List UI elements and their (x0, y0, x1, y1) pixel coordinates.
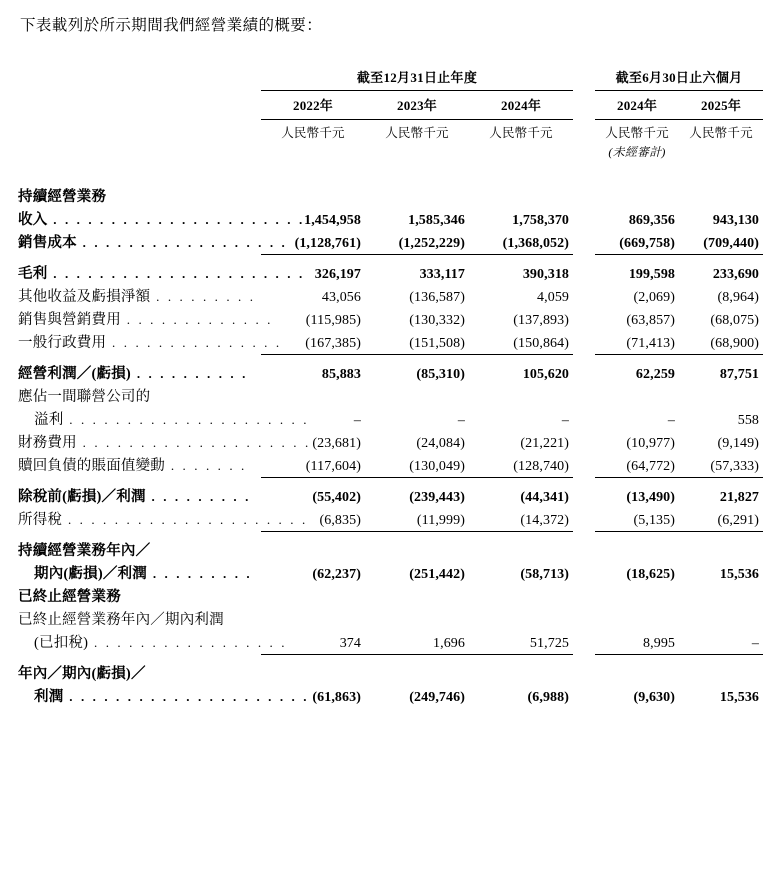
row-value: (130,332) (409, 313, 465, 329)
row-value: (249,746) (409, 690, 465, 706)
row-value: (13,490) (626, 490, 676, 506)
table-row (18, 330, 763, 353)
row-value (679, 607, 763, 630)
row-value (261, 538, 365, 561)
row-value (595, 384, 679, 407)
column-gap (573, 307, 595, 330)
row-value: (18,625) (626, 567, 676, 583)
row-value (679, 584, 763, 607)
row-value (469, 661, 573, 684)
header-period-2024: 2024年 (617, 98, 658, 114)
row-label (18, 484, 261, 507)
table-row (18, 307, 763, 330)
table-row (18, 284, 763, 307)
row-value: (10,977) (626, 436, 676, 452)
row-label-text: 經營利潤／(虧損) (18, 366, 131, 383)
row-value (365, 661, 469, 684)
row-value: 374 (339, 636, 361, 652)
row-value: (137,893) (513, 313, 570, 329)
row-label-text: 已終止經營業務年內／期內利潤 (18, 612, 224, 629)
row-value: (128,740) (513, 459, 570, 475)
row-label-text: 持續經營業務 (18, 189, 107, 206)
row-label-text: 年內／期內(虧損)／ (18, 666, 146, 683)
leader-dots: . . . . . . . . . . . . . . . . . . . . . . (47, 266, 305, 282)
table-row (18, 407, 763, 430)
row-value (261, 661, 365, 684)
row-label-text: 期內(虧損)／利潤 (34, 566, 147, 583)
row-label (18, 384, 261, 407)
row-value: 233,690 (712, 267, 760, 283)
row-value (261, 184, 365, 207)
row-value: (130,049) (409, 459, 465, 475)
column-gap (573, 607, 595, 630)
row-label (18, 453, 261, 476)
row-value: (1,128,761) (294, 236, 361, 252)
table-row (18, 184, 763, 207)
row-value: (6,988) (527, 690, 570, 706)
row-value (365, 384, 469, 407)
leader-dots: . . . . . . . . . . . . . . . . . . . . (76, 435, 311, 451)
row-value (595, 584, 679, 607)
leader-dots: . . . . . . . (165, 458, 247, 474)
row-value (261, 384, 365, 407)
row-value: (150,864) (513, 336, 570, 352)
leader-dots: . . . . . . . . . . . . . . . . . . . . . . (47, 212, 305, 228)
row-label (18, 207, 305, 230)
header-unit-row (18, 120, 763, 142)
column-gap (573, 230, 595, 253)
row-label (18, 361, 261, 384)
row-value: (6,835) (319, 513, 361, 529)
column-gap (573, 384, 595, 407)
row-value (679, 661, 763, 684)
row-value (365, 607, 469, 630)
row-label-text: 財務費用 (18, 435, 77, 452)
column-gap (573, 261, 595, 284)
row-value: (68,900) (710, 336, 760, 352)
row-value (469, 384, 573, 407)
row-value: 1,454,958 (304, 213, 361, 229)
table-row (18, 607, 763, 630)
row-value: (85,310) (416, 367, 465, 383)
row-value: (5,135) (633, 513, 676, 529)
row-label (18, 230, 288, 253)
row-label-text: 所得稅 (18, 512, 63, 529)
row-value: – (561, 413, 570, 429)
row-value: (136,587) (409, 290, 465, 306)
leader-dots: . . . . . . . . . (150, 289, 256, 305)
column-gap (573, 207, 595, 230)
header-unit-p2025: 人民幣千元 (689, 126, 753, 141)
row-value: (1,252,229) (398, 236, 465, 252)
row-value: 43,056 (321, 290, 361, 306)
row-value: (167,385) (305, 336, 361, 352)
row-value: (9,149) (717, 436, 760, 452)
row-label (18, 684, 310, 707)
row-label-text: (已扣稅) (34, 635, 89, 652)
row-value: (8,964) (717, 290, 760, 306)
leader-dots: . . . . . . . . . . . . . (120, 312, 274, 328)
header-unaudited-note: (未經審計) (608, 145, 666, 160)
row-value: 85,883 (321, 367, 361, 383)
row-value (595, 184, 679, 207)
column-gap (573, 407, 595, 430)
row-value: 15,536 (719, 567, 760, 583)
row-value: (61,863) (312, 690, 361, 706)
header-unit-2024: 人民幣千元 (489, 126, 553, 141)
row-value (679, 384, 763, 407)
table-row (18, 484, 763, 507)
table-row (18, 261, 763, 284)
column-gap (573, 430, 595, 453)
row-value: (21,221) (520, 436, 570, 452)
row-value (469, 538, 573, 561)
row-value: (669,758) (619, 236, 676, 252)
row-value: 62,259 (635, 367, 676, 383)
row-label-text: 除稅前(虧損)／利潤 (18, 489, 146, 506)
column-gap (573, 330, 595, 353)
header-year-row (18, 91, 763, 119)
row-label-text: 毛利 (18, 266, 48, 283)
row-value (261, 584, 365, 607)
row-value: 390,318 (522, 267, 570, 283)
row-value: 1,758,370 (512, 213, 570, 229)
financial-summary-table (18, 67, 763, 707)
leader-dots: . . . . . . . . . . . . . . . . . . . . . (63, 412, 310, 428)
column-gap (573, 484, 595, 507)
leader-dots: . . . . . . . . . . . . . . . (106, 335, 282, 351)
row-label (18, 407, 310, 430)
row-value: (6,291) (717, 513, 760, 529)
row-value: 105,620 (522, 367, 570, 383)
row-value: (44,341) (520, 490, 570, 506)
row-value: 51,725 (529, 636, 570, 652)
row-label-text: 收入 (18, 212, 48, 229)
row-value: (11,999) (416, 513, 465, 529)
row-value: (57,333) (710, 459, 760, 475)
row-label-text: 已終止經營業務 (18, 589, 121, 606)
row-label (18, 330, 282, 353)
row-value: (2,069) (633, 290, 676, 306)
header-bottom-spacer-2 (18, 175, 763, 184)
row-value: (62,237) (312, 567, 361, 583)
row-value: (23,681) (312, 436, 361, 452)
row-value: (115,985) (305, 313, 361, 329)
row-value: (1,368,052) (502, 236, 570, 252)
header-unit-p2024: 人民幣千元 (605, 126, 669, 141)
row-value (469, 184, 573, 207)
row-label (18, 561, 261, 584)
row-value: (117,604) (305, 459, 361, 475)
row-value (365, 584, 469, 607)
row-value: (68,075) (710, 313, 760, 329)
row-label (18, 507, 308, 530)
header-bottom-spacer (18, 166, 763, 175)
column-gap (573, 538, 595, 561)
header-unaudited-row (18, 141, 763, 166)
header-year-2023: 2023年 (397, 98, 437, 114)
row-value (469, 607, 573, 630)
row-value: (24,084) (416, 436, 465, 452)
table-body (18, 184, 763, 707)
row-value: 333,117 (419, 267, 465, 283)
row-label (18, 184, 261, 207)
column-gap (573, 561, 595, 584)
table-row (18, 384, 763, 407)
row-label (18, 584, 261, 607)
header-unit-2023: 人民幣千元 (385, 126, 449, 141)
row-label-text: 利潤 (34, 689, 64, 706)
row-label (18, 307, 274, 330)
table-row (18, 538, 763, 561)
header-year-2024: 2024年 (501, 98, 542, 114)
table-row (18, 561, 763, 584)
row-value: (709,440) (703, 236, 760, 252)
row-label (18, 261, 305, 284)
column-gap (573, 184, 595, 207)
row-label-text: 銷售與營銷費用 (18, 312, 121, 329)
column-gap (573, 684, 595, 707)
row-value: 21,827 (719, 490, 760, 506)
row-label-text: 應佔一間聯營公司的 (18, 389, 151, 406)
table-row (18, 661, 763, 684)
row-value: – (457, 413, 465, 429)
row-label (18, 630, 288, 653)
row-value: 869,356 (628, 213, 676, 229)
row-value (261, 607, 365, 630)
row-value: 326,197 (314, 267, 361, 283)
row-label-text: 其他收益及虧損淨額 (18, 289, 151, 306)
row-label (18, 284, 261, 307)
row-label (18, 430, 311, 453)
row-label-text: 銷售成本 (18, 235, 77, 252)
row-value: 199,598 (628, 267, 676, 283)
leader-dots: . . . . . . . . . . . . . . . . . . . . . (63, 689, 310, 705)
row-value: 4,059 (537, 290, 570, 306)
row-value: – (751, 636, 760, 652)
leader-dots: . . . . . . . . . . . . . . . . . . . . . (62, 512, 308, 528)
row-value: (71,413) (626, 336, 676, 352)
row-label-text: 溢利 (34, 412, 64, 429)
row-label-text: 一般行政費用 (18, 335, 107, 352)
column-gap (573, 630, 595, 653)
row-value: 1,696 (433, 636, 465, 652)
row-value: (63,857) (626, 313, 676, 329)
column-gap (573, 284, 595, 307)
row-value: 943,130 (712, 213, 760, 229)
row-label-text: 贖回負債的賬面值變動 (18, 458, 165, 475)
column-gap (573, 507, 595, 530)
row-value: (9,630) (633, 690, 676, 706)
column-gap (573, 584, 595, 607)
header-group-interim: 截至6月30日止六個月 (615, 70, 743, 86)
table-row (18, 207, 763, 230)
header-group-row (18, 67, 763, 89)
row-label-text: 持續經營業務年內／ (18, 543, 151, 560)
row-label (18, 661, 261, 684)
table-row (18, 684, 763, 707)
row-value: – (353, 413, 361, 429)
table-row (18, 584, 763, 607)
row-value (365, 184, 469, 207)
table-row (18, 453, 763, 476)
header-year-2022: 2022年 (293, 98, 333, 114)
leader-dots: . . . . . . . . . . . . . . . . . (88, 635, 288, 651)
leader-dots: . . . . . . . . . . (130, 366, 248, 382)
row-value: (64,772) (626, 459, 676, 475)
table-row (18, 361, 763, 384)
row-value: (58,713) (520, 567, 570, 583)
table-row (18, 507, 763, 530)
leader-dots: . . . . . . . . . (145, 489, 251, 505)
table-row (18, 630, 763, 653)
row-value: 1,585,346 (408, 213, 465, 229)
row-value: (251,442) (409, 567, 465, 583)
row-label (18, 538, 261, 561)
row-value (679, 538, 763, 561)
column-gap (573, 453, 595, 476)
row-value: 558 (737, 413, 760, 429)
row-value (595, 661, 679, 684)
row-value (679, 184, 763, 207)
leader-dots: . . . . . . . . . . . . . . . . . . (76, 235, 288, 251)
intro-paragraph: 下表載列於所示期間我們經營業績的概要： (20, 17, 323, 34)
row-value (595, 607, 679, 630)
row-value: (14,372) (520, 513, 570, 529)
row-value (595, 538, 679, 561)
row-value: 15,536 (719, 690, 760, 706)
row-value: – (667, 413, 676, 429)
row-value: 8,995 (643, 636, 676, 652)
table-row (18, 430, 763, 453)
row-value: (151,508) (409, 336, 465, 352)
table-header (18, 67, 763, 184)
header-period-2025: 2025年 (701, 98, 742, 114)
header-group-annual: 截至12月31日止年度 (356, 70, 478, 86)
column-gap (573, 361, 595, 384)
column-gap (573, 661, 595, 684)
row-value: (55,402) (312, 490, 361, 506)
row-label (18, 607, 261, 630)
row-value (365, 538, 469, 561)
leader-dots: . . . . . . . . . (146, 566, 253, 582)
header-unit-2022: 人民幣千元 (281, 126, 345, 141)
row-value: (239,443) (409, 490, 465, 506)
table-row (18, 230, 763, 253)
row-value (469, 584, 573, 607)
row-value: 87,751 (719, 367, 760, 383)
